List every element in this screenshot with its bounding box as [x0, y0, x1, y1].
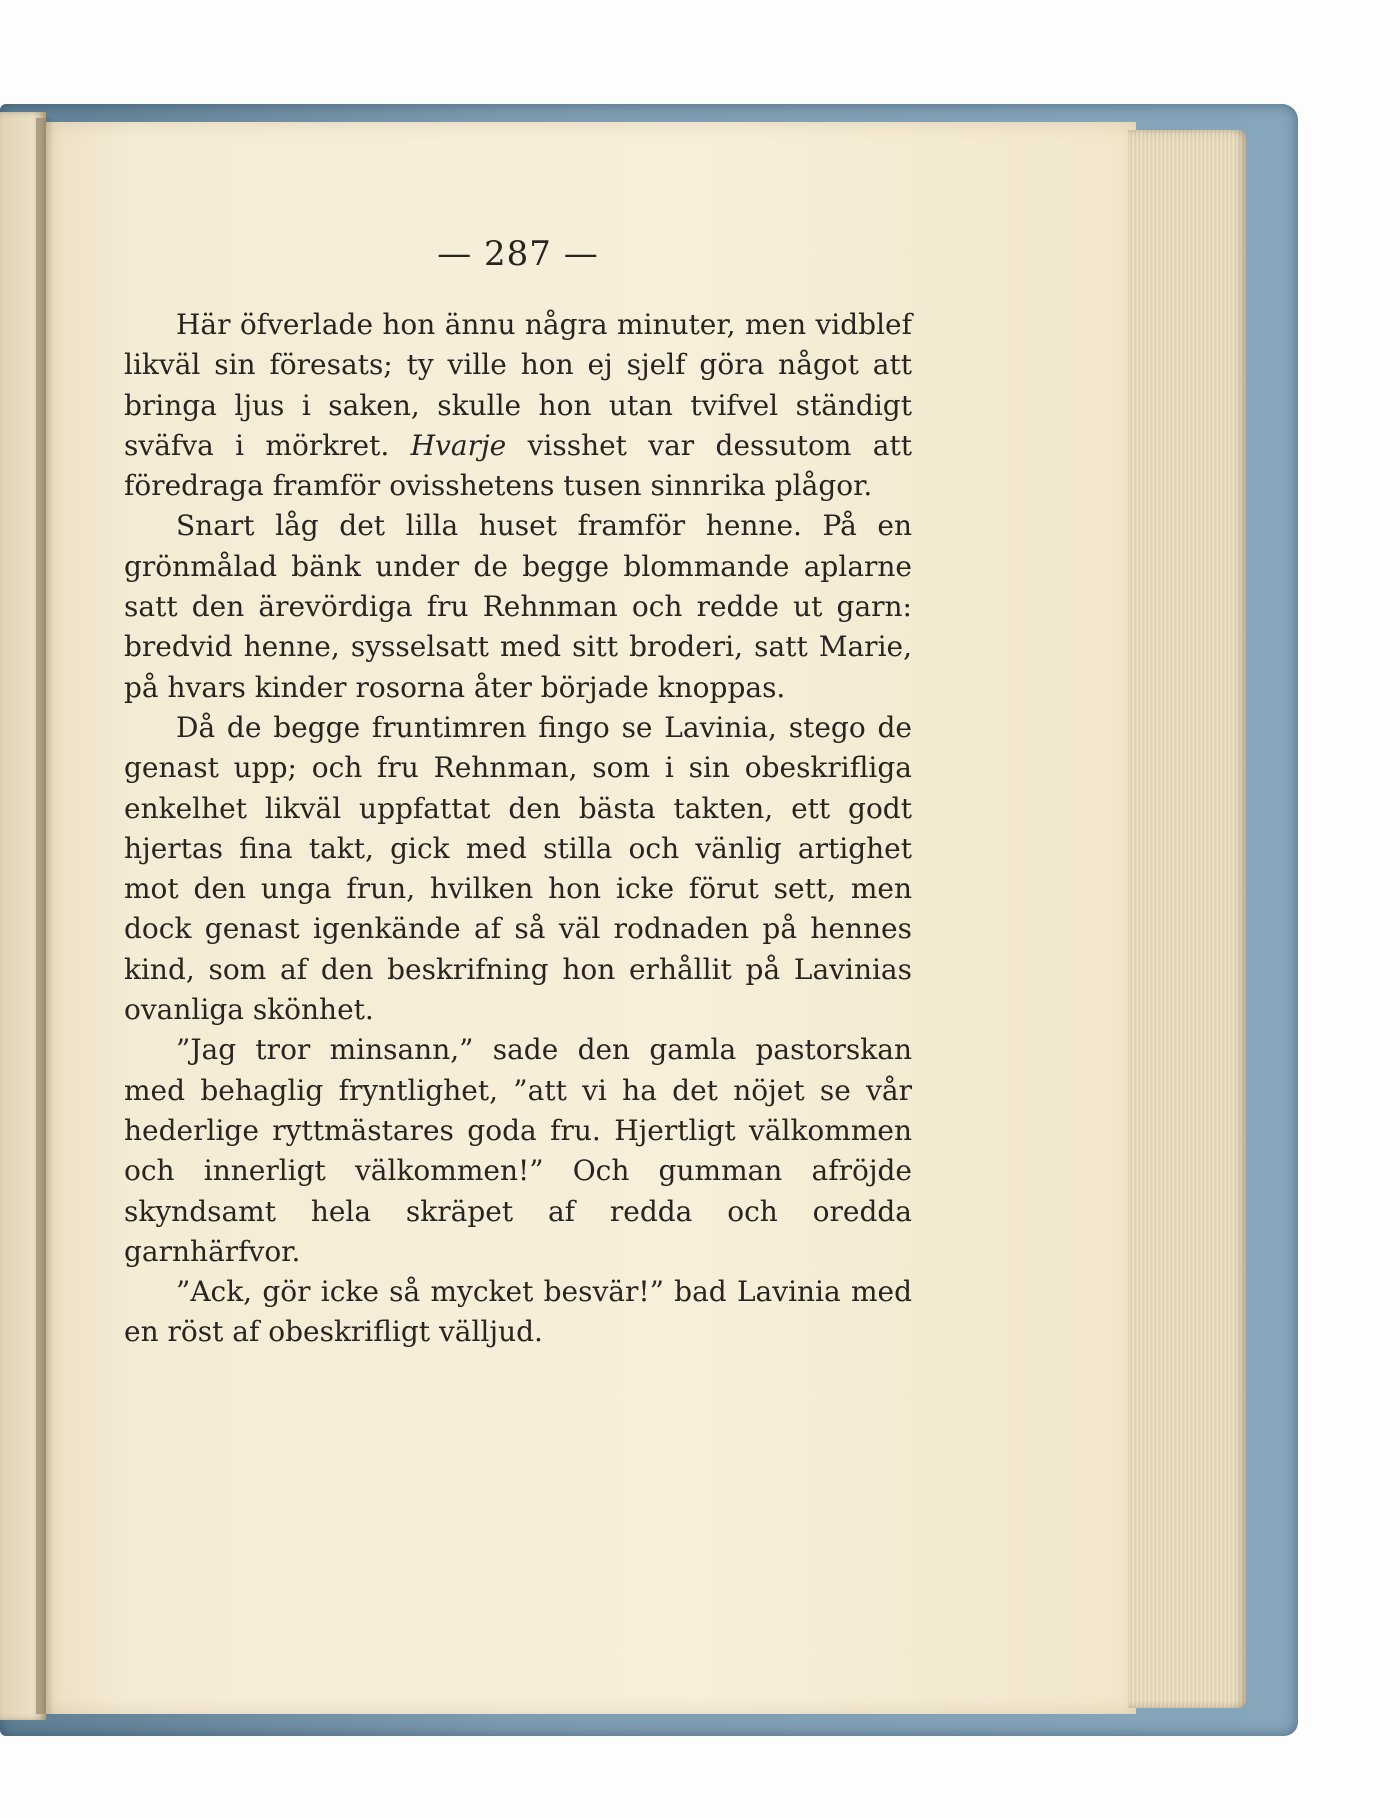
paragraph-1-emphasis: Hvarje	[410, 428, 507, 462]
paragraph-3	[124, 708, 912, 1030]
paragraph-1-text-end: visshet var dessutom att föredraga framför ovisshetens tusen sinnrika plågor.	[124, 428, 913, 503]
page-edges-stack	[1128, 130, 1246, 1708]
paragraph-5-text: ”Ack, gör icke så mycket besvär!” bad Lavinia med en röst af obeskrifligt välljud.	[124, 1275, 912, 1349]
paragraph-4-text: ”Jag tror minsann,” sade den gamla pastorskan med behaglig fryntlighet, ”att vi ha det nöjet se vår hederlige ryttmästares goda fru. Hjertligt välkommen och innerligt välkommen!” Och gumman afröjde skyndsamt hela skräpet af redda och oredda garnhärfvor.	[124, 1033, 912, 1268]
paragraph-3-text: Då de begge fruntimren fingo se Lavinia, stego de genast upp; och fru Rehnman, som i sin obeskrifliga enkelhet likväl uppfattat den bästa takten, ett godt hjertas fina takt, gick med stilla och vänlig artighet mot den unga frun, hvilken hon icke förut sett, men dock genast igenkände af så väl rodnaden på hennes kind, som af den beskrifning hon erhållit på Lavinias ovanliga skönhet.	[124, 710, 912, 1027]
paragraph-2-text: Snart låg det lilla huset framför henne. På en grönmålad bänk under de begge blommande aplarne satt den ärevördiga fru Rehnman och redde ut garn: bredvid henne, sysselsatt med sitt broderi, satt Marie, på hvars kinder rosorna åter började knoppas.	[124, 509, 912, 704]
page-text	[124, 225, 912, 1353]
paragraph-2	[124, 506, 912, 707]
paragraph-1	[124, 305, 912, 506]
paragraph-5	[124, 1272, 912, 1353]
page-gutter	[36, 118, 54, 1714]
paragraph-1-text-start: Här öfverlade hon ännu några minuter, men vidblef likväl sin föresats; ty ville hon ej sjelf göra något att bringa ljus i saken, skulle hon utan tvifvel ständigt sväfva i mörkret.	[124, 308, 912, 462]
paragraph-4	[124, 1030, 912, 1272]
page-number: — 287 —	[437, 234, 599, 274]
